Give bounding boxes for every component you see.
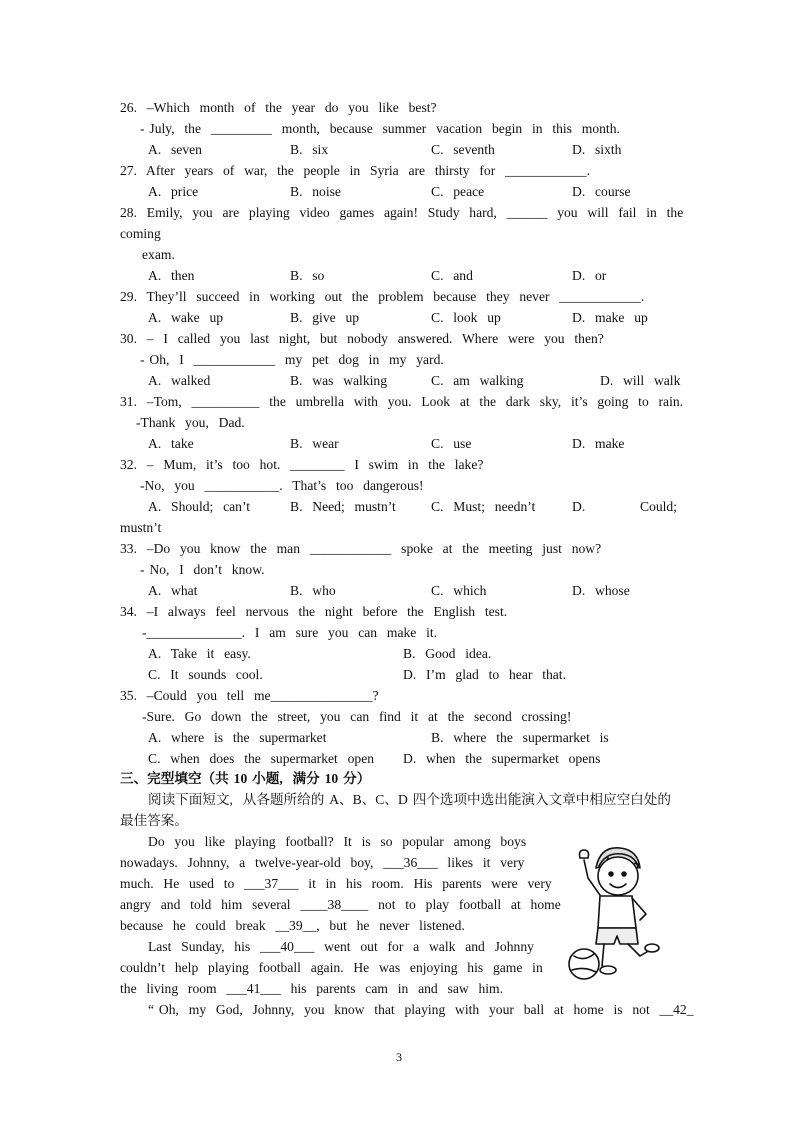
question-31-answer-line: -Thank you, Dad. <box>136 415 245 430</box>
option-26-a: A. seven <box>148 142 202 157</box>
option-31-b: B. wear <box>290 436 339 451</box>
option-27-d: D. course <box>572 184 631 199</box>
question-26-answer-line: - July, the _________ month, because summer vacation begin in this month. <box>140 121 620 136</box>
question-28-cont2: exam. <box>142 247 175 262</box>
passage-line: Last Sunday, his ___40___ went out for a walk and Johnny <box>148 939 534 954</box>
passage-line: couldn’t help playing football again. He was enjoying his game in <box>120 960 543 975</box>
boy-football-illustration <box>566 838 666 990</box>
option-33-a: A. what <box>148 583 198 598</box>
option-26-c: C. seventh <box>431 142 495 157</box>
section-instructions: 阅读下面短文, 从各题所给的 A、B、C、D 四个选项中选出能演入文章中相应空白处的 <box>148 792 671 807</box>
option-30-c: C. am walking <box>431 373 524 388</box>
question-27: 27. After years of war, the people in Syria are thirsty for ____________. <box>120 163 590 178</box>
option-28-c: C. and <box>431 268 473 283</box>
question-35: 35. –Could you tell me_______________? <box>120 688 379 703</box>
option-34-a: A. Take it easy. <box>148 646 251 661</box>
question-35-answer-line: -Sure. Go down the street, you can find it at the second crossing! <box>142 709 572 724</box>
option-35-b: B. where the supermarket is <box>431 730 609 745</box>
option-30-d: D. will walk <box>600 373 681 388</box>
option-35-a: A. where is the supermarket <box>148 730 327 745</box>
question-31: 31. –Tom, __________ the umbrella with you. Look at the dark sky, it’s going to rain. <box>120 394 684 409</box>
question-28-cont: coming <box>120 226 161 241</box>
question-32-answer-line: -No, you ___________. That’s too dangerous! <box>140 478 424 493</box>
passage-line: “ Oh, my God, Johnny, you know that playing with your ball at home is not __42_ <box>148 1002 694 1017</box>
option-32-d-cont: mustn’t <box>120 520 162 535</box>
question-30: 30. – I called you last night, but nobody answered. Where were you then? <box>120 331 604 346</box>
passage-line: nowadays. Johnny, a twelve-year-old boy, ___36___ likes it very <box>120 855 525 870</box>
option-31-c: C. use <box>431 436 472 451</box>
option-32-c: C. Must; needn’t <box>431 499 536 514</box>
passage-line: the living room ___41___ his parents cam in and saw him. <box>120 981 504 996</box>
question-34-answer-line: -______________. I am sure you can make it. <box>142 625 438 640</box>
passage-line: much. He used to ___37___ it in his room. His parents were very <box>120 876 552 891</box>
option-32-b: B. Need; mustn’t <box>290 499 396 514</box>
passage-line: Do you like playing football? It is so popular among boys <box>148 834 527 849</box>
option-28-a: A. then <box>148 268 195 283</box>
section-heading: 三、完型填空（共 10 小题, 满分 10 分） <box>120 771 371 786</box>
option-33-d: D. whose <box>572 583 630 598</box>
option-29-b: B. give up <box>290 310 360 325</box>
question-30-answer-line: - Oh, I ____________ my pet dog in my yard. <box>140 352 444 367</box>
option-29-d: D. make up <box>572 310 648 325</box>
option-28-d: D. or <box>572 268 607 283</box>
option-27-a: A. price <box>148 184 199 199</box>
option-31-a: A. take <box>148 436 194 451</box>
option-32-d-text: Could; <box>640 499 678 514</box>
option-33-b: B. who <box>290 583 336 598</box>
option-31-d: D. make <box>572 436 625 451</box>
option-26-d: D. sixth <box>572 142 622 157</box>
passage-line: angry and told him several ____38____ not to play football at home <box>120 897 561 912</box>
option-34-b: B. Good idea. <box>403 646 492 661</box>
option-34-c: C. It sounds cool. <box>148 667 263 682</box>
question-26: 26. –Which month of the year do you like best? <box>120 100 437 115</box>
option-29-c: C. look up <box>431 310 501 325</box>
option-27-c: C. peace <box>431 184 485 199</box>
question-32: 32. – Mum, it’s too hot. ________ I swim in the lake? <box>120 457 484 472</box>
question-28: 28. Emily, you are playing video games again! Study hard, ______ you will fail in the <box>120 205 684 220</box>
page-number: 3 <box>396 1050 402 1064</box>
option-26-b: B. six <box>290 142 329 157</box>
question-33-answer-line: - No, I don’t know. <box>140 562 265 577</box>
option-35-d: D. when the supermarket opens <box>403 751 601 766</box>
option-32-d-letter: D. <box>572 499 586 514</box>
question-34: 34. –I always feel nervous the night before the English test. <box>120 604 508 619</box>
option-32-a: A. Should; can’t <box>148 499 251 514</box>
option-34-d: D. I’m glad to hear that. <box>403 667 566 682</box>
question-33: 33. –Do you know the man ____________ spoke at the meeting just now? <box>120 541 602 556</box>
section-instructions-cont: 最佳答案。 <box>120 813 188 828</box>
option-30-b: B. was walking <box>290 373 387 388</box>
option-35-c: C. when does the supermarket open <box>148 751 375 766</box>
option-29-a: A. wake up <box>148 310 224 325</box>
option-33-c: C. which <box>431 583 487 598</box>
passage-line: because he could break __39__, but he never listened. <box>120 918 465 933</box>
question-29: 29. They’ll succeed in working out the problem because they never ____________. <box>120 289 645 304</box>
option-30-a: A. walked <box>148 373 211 388</box>
option-28-b: B. so <box>290 268 325 283</box>
option-27-b: B. noise <box>290 184 341 199</box>
